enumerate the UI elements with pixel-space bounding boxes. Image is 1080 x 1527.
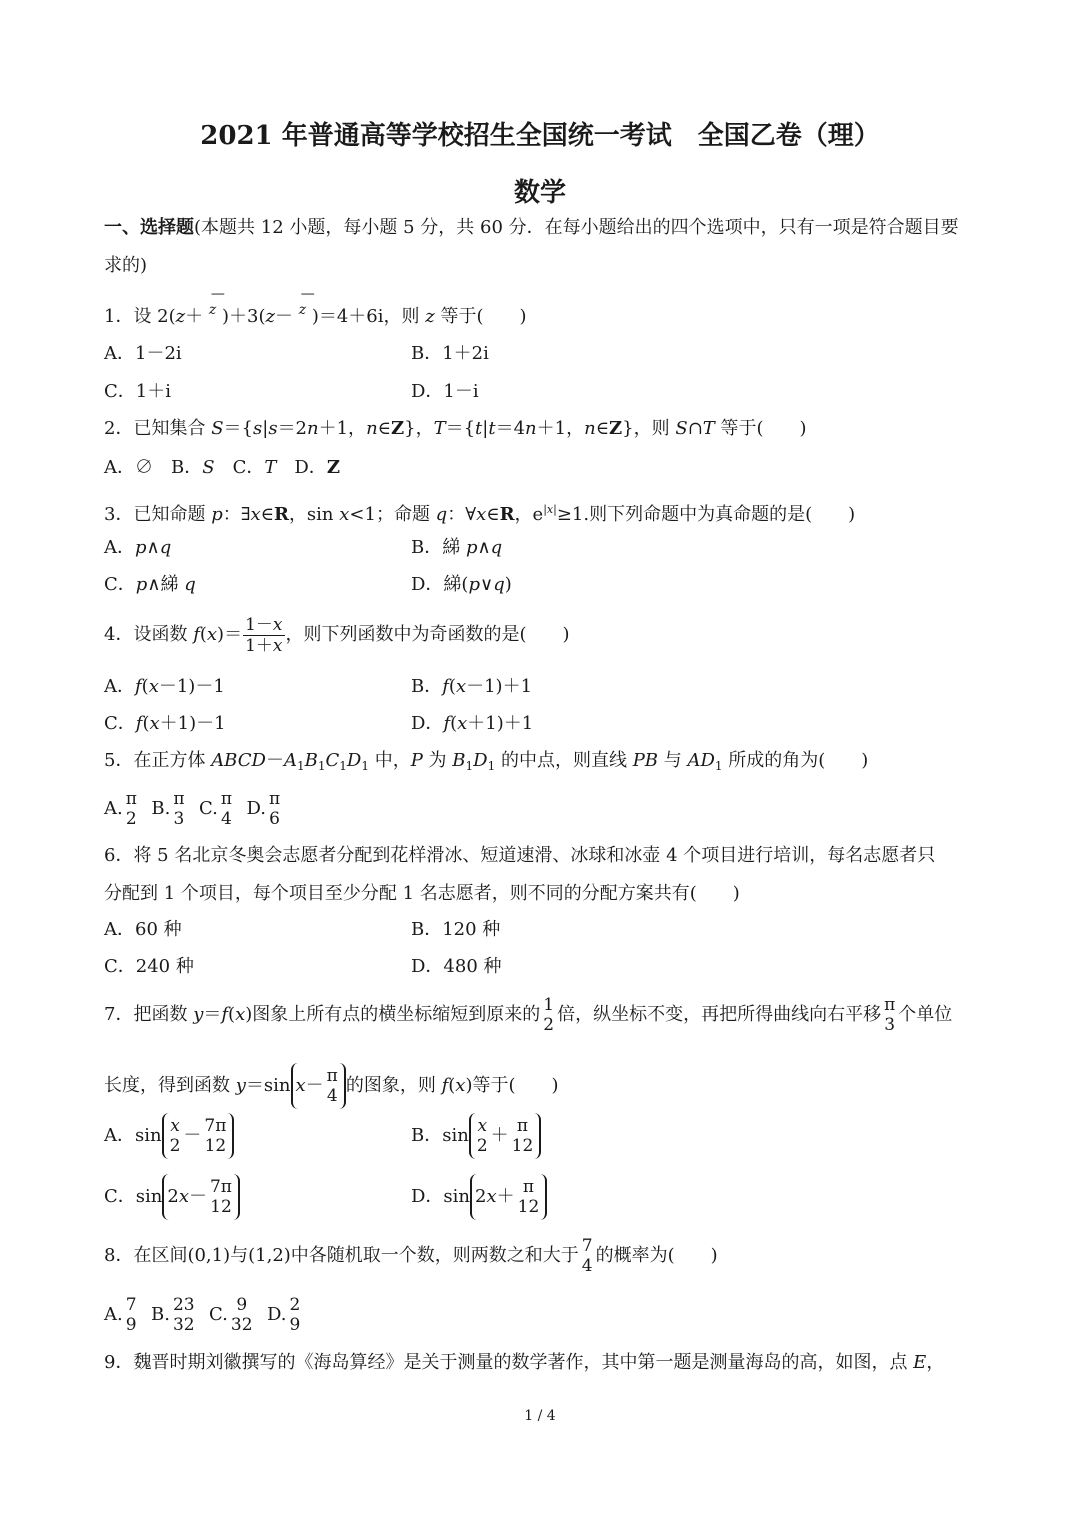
q4-text: 4．设函数 f(x)＝ $\frac{1-x}{1+x}$ ，则下列函数中为奇函数的是( ) — [104, 614, 570, 656]
section-header — [104, 216, 959, 240]
q4-option-d: D．f(x＋1)＋1 — [411, 713, 534, 734]
q2-options: A．∅ B．S C．T D．Z — [104, 457, 340, 478]
section-desc-line2: 求的) — [104, 255, 148, 276]
q1-text: 1．设 2(z＋ — $^z$ )＋3(z－ — $^z$ )＝4＋6i，则 z 等于( ) — [104, 286, 527, 327]
q6-option-a: A．60 种 — [104, 919, 182, 940]
section-heading: 一、选择题 — [104, 217, 194, 238]
q3-option-b: B．綈 p∧q — [411, 537, 503, 558]
q1-option-b: B．1＋2i — [411, 343, 489, 364]
section-desc-line1: (本题共 12 小题，每小题 5 分，共 60 分．在每小题给出的四个选项中，只有一项是符合题目要 — [194, 217, 959, 238]
q7-option-c: C．sin 2 x － 7π 12 — [104, 1173, 240, 1221]
q5-options: A. π 2 B. π 3 C. π 4 D. π 6 — [104, 789, 281, 829]
q3-text: 3．已知命题 p：∃x∈R，sin x<1；命题 q：∀x∈R，$e^{|x|}\ge 1$.则下列命题中为真命题的是( ) — [104, 503, 856, 525]
q6-line1: 6．将 5 名北京冬奥会志愿者分配到花样滑冰、短道速滑、冰球和冰壶 4 个项目进行培训，每名志愿者只 — [104, 845, 936, 866]
q8-options: A. 7 9 B. 23 32 C. 9 32 D. 2 9 — [104, 1295, 301, 1335]
q1-option-c: C．1＋i — [104, 381, 171, 402]
q3-option-d: D．綈(p∨q) — [411, 574, 512, 595]
q4-option-c: C．f(x＋1)－1 — [104, 713, 226, 734]
q5-text: 5．在正方体 $ABCD-A_1B_1C_1D_1$ 中，P 为 $B_1D_1$ 的中点，则直线 PB 与 $AD_1$ 所成的角为( ) — [104, 750, 869, 773]
q7-option-d: D．sin 2 x ＋ π 12 — [411, 1173, 547, 1221]
q6-option-c: C．240 种 — [104, 956, 194, 977]
q6-option-b: B．120 种 — [411, 919, 501, 940]
q6-option-d: D．480 种 — [411, 956, 502, 977]
q7-line2: 长度，得到函数 y＝sin x － π 4 的图象，则 f(x)等于( ) — [104, 1062, 559, 1110]
q3-option-c: C．p∧綈 q — [104, 574, 196, 595]
exam-title: 2021 年普通高等学校招生全国统一考试 全国乙卷（理） — [200, 121, 880, 151]
q2-text: 2．已知集合 S＝{s|s＝2n＋1，n∈Z}，T＝{t|t＝4n＋1，n∈Z}，则 S∩T 等于( ) — [104, 418, 807, 439]
q3-option-a: A．p∧q — [104, 537, 172, 558]
q8-text: 8．在区间(0,1)与(1,2)中各随机取一个数，则两数之和大于 7 4 的概率为( ) — [104, 1236, 718, 1276]
q1-option-a: A．1－2i — [104, 343, 182, 364]
q9-text: 9．魏晋时期刘徽撰写的《海岛算经》是关于测量的数学著作，其中第一题是测量海岛的高，如图，点 E， — [104, 1352, 945, 1373]
q1-option-d: D．1－i — [411, 381, 479, 402]
q4-option-b: B．f(x－1)＋1 — [411, 676, 533, 697]
subject-title: 数学 — [513, 178, 566, 208]
q7-option-b: B．sin x 2 ＋ π 12 — [411, 1112, 541, 1160]
q7-line1: 7．把函数 y＝f(x)图象上所有点的横坐标缩短到原来的 1 2 倍，纵坐标不变，再把所得曲线向右平移 π 3 个单位 — [104, 995, 953, 1035]
q7-option-a: A．sin x 2 － 7π 12 — [104, 1112, 234, 1160]
page-number: 1 / 4 — [524, 1408, 556, 1424]
q4-option-a: A．f(x－1)－1 — [104, 676, 225, 697]
q6-line2: 分配到 1 个项目，每个项目至少分配 1 名志愿者，则不同的分配方案共有( ) — [104, 883, 740, 904]
